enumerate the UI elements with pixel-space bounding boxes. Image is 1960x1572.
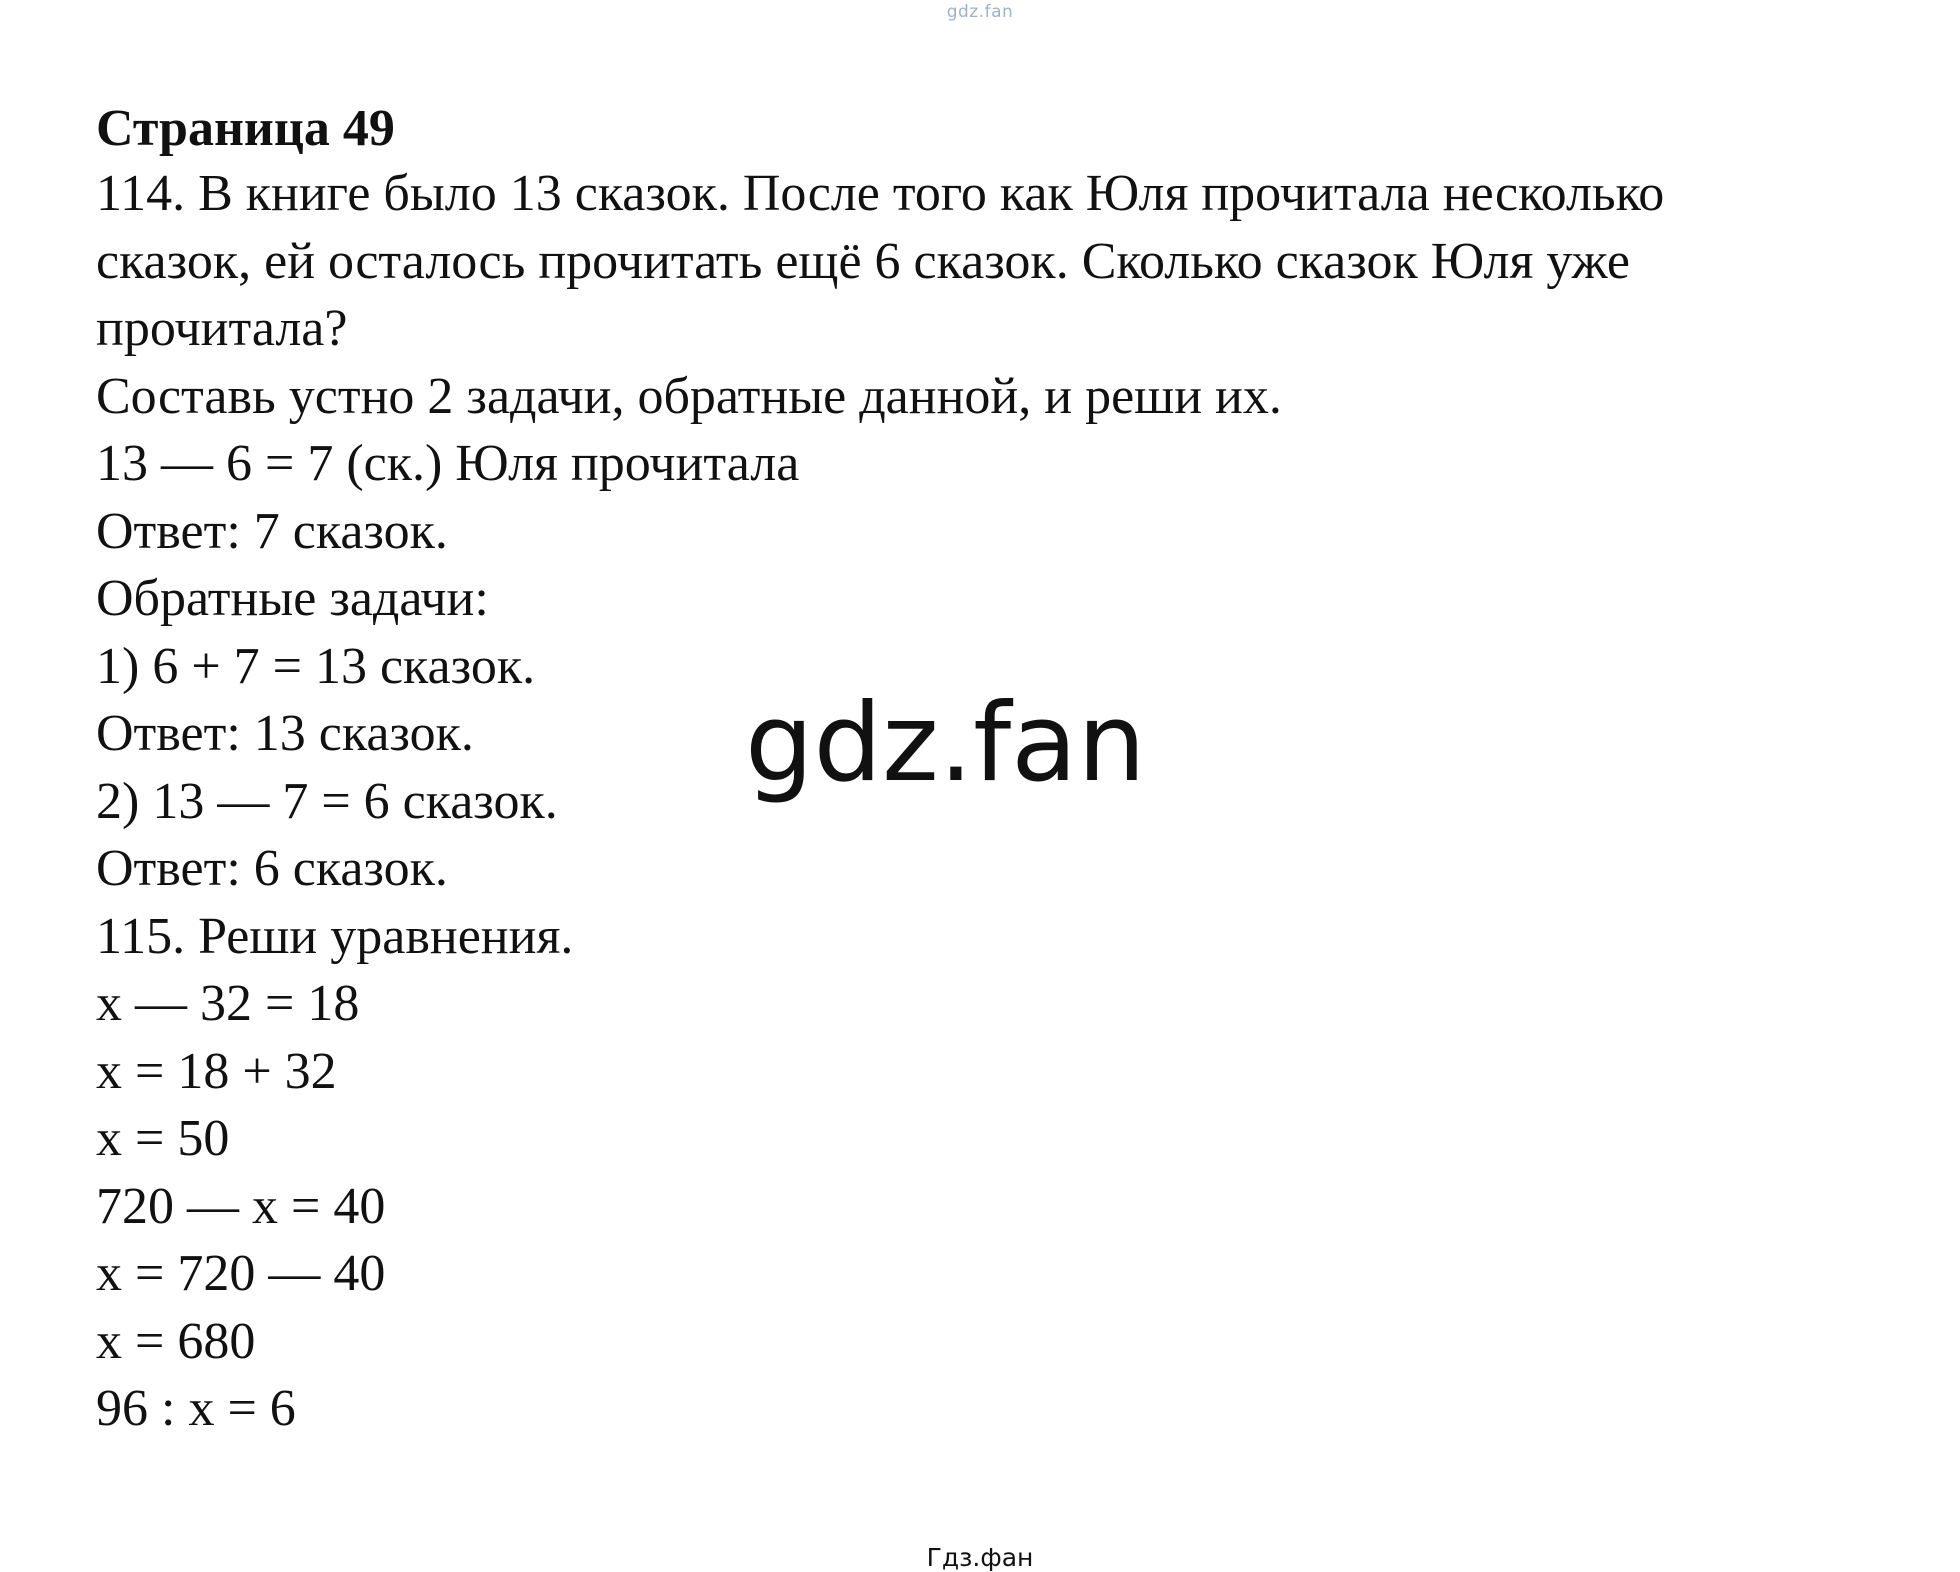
center-watermark: gdz.fan — [745, 681, 1146, 806]
solution-expression: 13 — 6 = 7 (ск.) Юля прочитала — [96, 435, 800, 492]
equation-line: х = 720 — 40 — [96, 1245, 386, 1302]
answer-line: Ответ: 7 сказок. — [96, 502, 448, 560]
equation-line: х — 32 = 18 — [96, 975, 360, 1032]
problem-114-line-1: 114. В книге было 13 сказок. После того как Юля прочитала несколько — [96, 165, 1665, 222]
problem-115-heading: 115. Реши уравнения. — [96, 907, 574, 965]
problem-114-instruction: Составь устно 2 задачи, обратные данной, и реши их. — [96, 367, 1282, 425]
equation-line: х = 680 — [96, 1312, 256, 1370]
equation-line: х = 18 + 32 — [96, 1042, 337, 1100]
top-watermark: gdz.fan — [946, 2, 1014, 22]
inverse-task-1: 1) 6 + 7 = 13 сказок. — [96, 637, 536, 695]
equation-line: 96 : х = 6 — [96, 1380, 296, 1437]
inverse-tasks-heading: Обратные задачи: — [96, 570, 489, 627]
problem-114-line-3: прочитала? — [96, 300, 348, 357]
inverse-task-2-answer: Ответ: 6 сказок. — [96, 840, 448, 897]
equation-line: 720 — х = 40 — [96, 1177, 386, 1235]
bottom-watermark: Гдз.фан — [926, 1543, 1034, 1572]
page-title: Страница 49 — [96, 100, 395, 157]
problem-114-line-2: сказок, ей осталось прочитать ещё 6 сказок. Сколько сказок Юля уже — [96, 232, 1630, 290]
equation-line: х = 50 — [96, 1110, 230, 1167]
inverse-task-1-answer: Ответ: 13 сказок. — [96, 705, 474, 762]
inverse-task-2: 2) 13 — 7 = 6 сказок. — [96, 772, 558, 830]
